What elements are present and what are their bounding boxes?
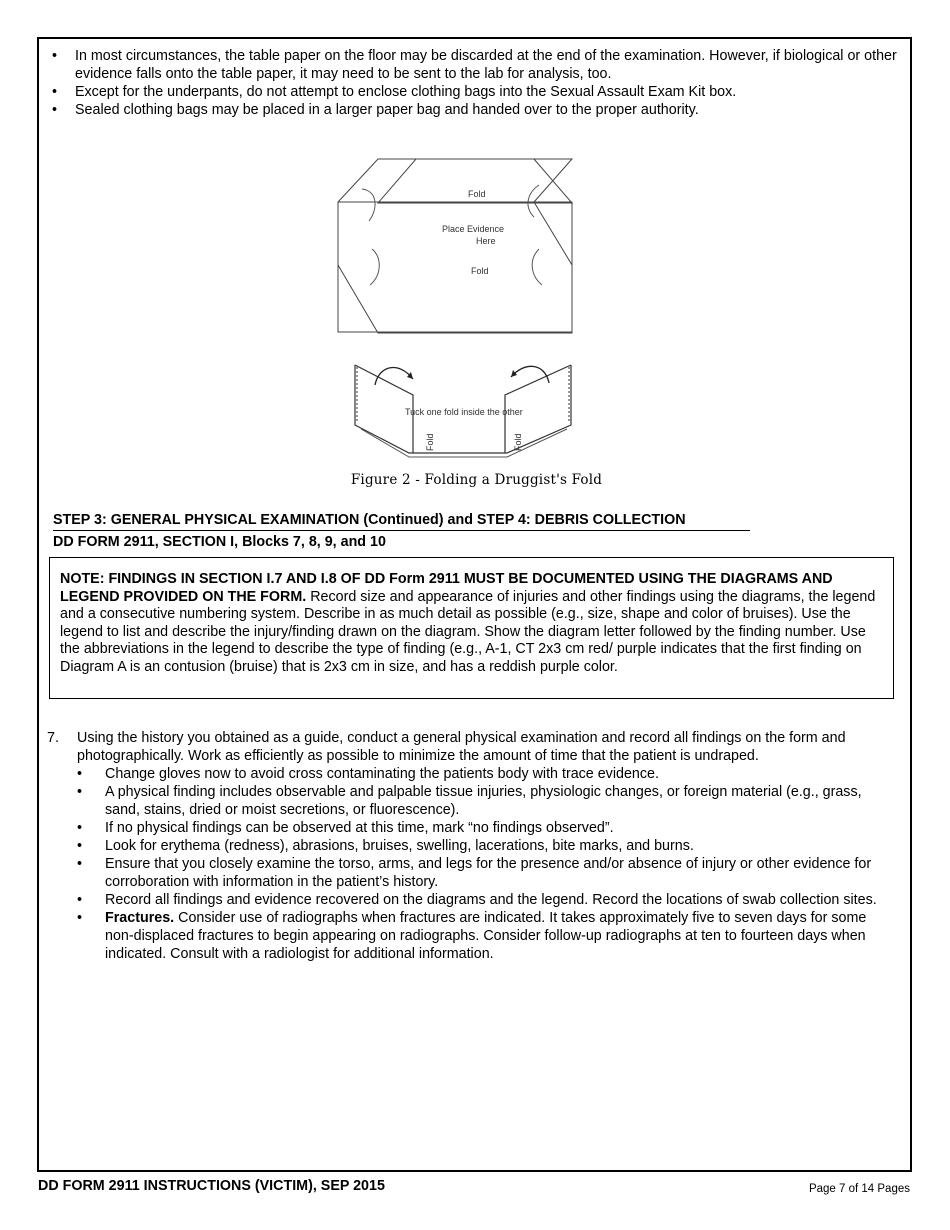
sealed-bags-text: Sealed clothing bags may be placed in a larger paper bag and handed over to the proper authority. [75, 102, 699, 118]
page-frame [37, 37, 912, 1172]
bullet-record-findings: • Record all findings and evidence recovered on the diagrams and the legend. Record the locations of swab collection sites. [77, 891, 897, 909]
top-bullet-list [47, 47, 897, 119]
footer-page-number: Page 7 of 14 Pages [808, 1183, 910, 1195]
fold-left-vertical-label: Fold [425, 433, 435, 451]
item-7 [47, 729, 897, 963]
fractures-label: Fractures. [105, 910, 175, 926]
fold-right-vertical-label: Fold [513, 433, 523, 451]
footer-form-id: DD FORM 2911 INSTRUCTIONS (VICTIM), SEP 2015 [38, 1178, 385, 1194]
fold-bottom-label: Fold [471, 266, 489, 276]
fold-top-label: Fold [468, 189, 486, 199]
step-title: STEP 3: GENERAL PHYSICAL EXAMINATION (Continued) and STEP 4: DEBRIS COLLECTION [53, 511, 750, 531]
bullet-fractures [77, 909, 897, 963]
note-box [49, 557, 894, 699]
note-bold-text: NOTE: FINDINGS IN SECTION I.7 AND I.8 OF DD Form 2911 MUST BE DOCUMENTED USING THE DIAGRAMS AND LEGEND PROVIDED ON THE FORM. [60, 571, 833, 605]
bullet-sealed-bags [47, 101, 897, 119]
item-7-number: 7. [47, 730, 59, 746]
bullet-change-gloves: • Change gloves now to avoid cross contaminating the patients body with trace evidence. [77, 765, 897, 783]
bullet-erythema: • Look for erythema (redness), abrasions, bruises, swelling, lacerations, bite marks, and burns. [77, 837, 897, 855]
bullet-table-paper: • In most circumstances, the table paper on the floor may be discarded at the end of the examination. However, if biological or other evidence falls onto the table paper, it may need to be sent to the lab for analysis, too. [47, 47, 897, 83]
bullet-torso-examine: • Ensure that you closely examine the torso, arms, and legs for the presence and/or absence of injury or other evidence for corroboration with information in the patient’s history. [77, 855, 897, 891]
place-evidence-label: Place Evidence [442, 224, 505, 234]
place-evidence-here-label: Here [476, 236, 496, 246]
bullet-no-findings: • If no physical findings can be observed at this time, mark “no findings observed”. [77, 819, 897, 837]
item-7-bullets [47, 765, 897, 963]
druggist-fold-diagram-folded [349, 357, 589, 467]
figure-caption: Figure 2 - Folding a Druggist's Fold [350, 472, 603, 488]
bullet-clothing-bags: • Except for the underpants, do not attempt to enclose clothing bags into the Sexual Assault Exam Kit box. [47, 83, 897, 101]
druggist-fold-diagram-open [334, 157, 594, 357]
fractures-text: Consider use of radiographs when fractures are indicated. It takes approximately five to seven days for some non-displaced fractures to begin appearing on radiographs. Consider follow-up radiographs at ten to fourteen days when indicated. Consult with a radiologist for additional information. [105, 910, 867, 962]
item-7-intro: Using the history you obtained as a guide, conduct a general physical examination and record all findings on the form and photographically. Work as efficiently as possible to minimize the amount of time that the patient is undraped. [77, 730, 846, 764]
step-subtitle: DD FORM 2911, SECTION I, Blocks 7, 8, 9, and 10 [53, 534, 386, 550]
bullet-physical-finding: • A physical finding includes observable and palpable tissue injuries, physiologic changes, or foreign material (e.g., grass, sand, stains, dried or moist secretions, or fluorescence). [77, 783, 897, 819]
note-text: Record size and appearance of injuries and other findings using the diagrams, the legend and a consecutive numbering system. Describe in as much detail as possible (e.g., size, shape and color of bruises). Use the legend to list and describe the injury/finding drawn on the diagram. Show the diagram letter followed by the finding number. Use the abbreviations in the legend to describe the type of finding (e.g., A-1, CT 2x3 cm red/ purple indicates that the first finding on Diagram A is an contusion (bruise) that is 2x3 cm in size, and has a reddish purple color. [60, 588, 876, 675]
tuck-fold-label: Tuck one fold inside the other [405, 407, 523, 417]
